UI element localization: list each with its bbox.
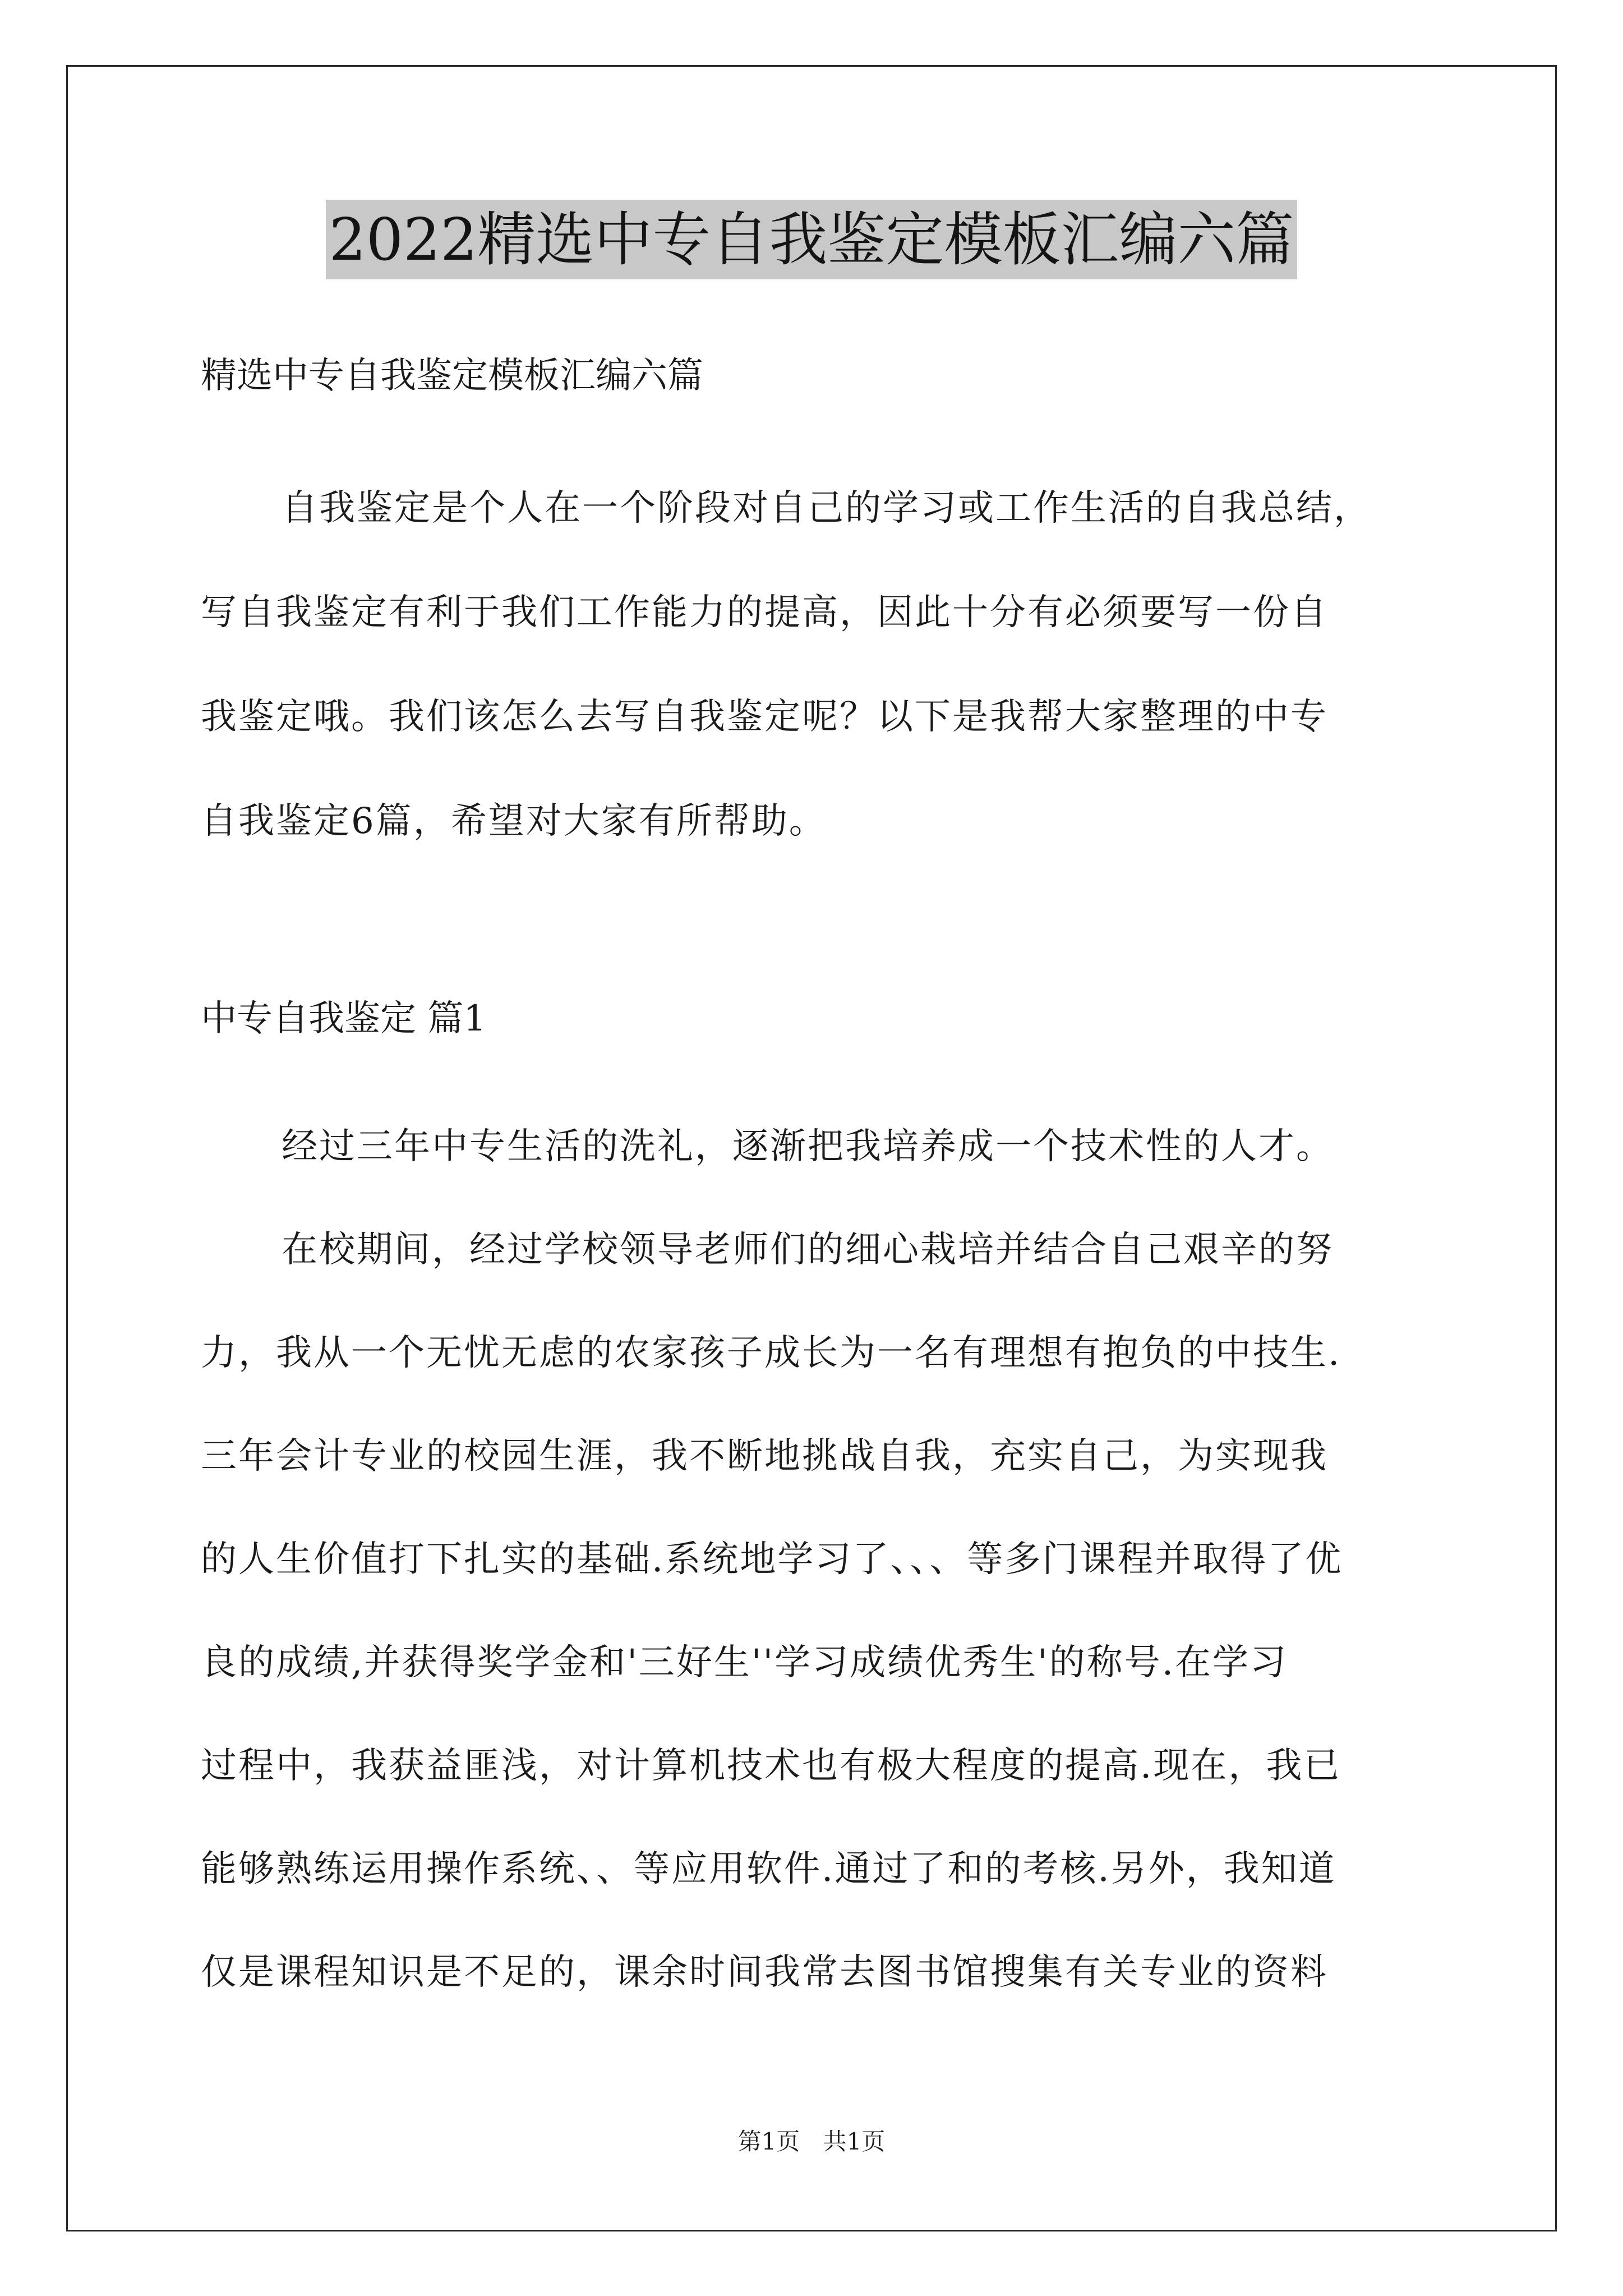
document-title: 2022精选中专自我鉴定模板汇编六篇	[326, 200, 1298, 279]
intro-line: 写自我鉴定有利于我们工作能力的提高，因此十分有必须要写一份自	[201, 592, 1328, 633]
intro-line: 自我鉴定6篇，希望对大家有所帮助。	[201, 800, 827, 842]
section-heading: 中专自我鉴定 篇1	[201, 998, 487, 1039]
section-line: 过程中，我获益匪浅，对计算机技术也有极大程度的提高.现在，我已	[201, 1745, 1341, 1787]
section-line: 在校期间，经过学校领导老师们的细心栽培并结合自己艰辛的努	[282, 1229, 1334, 1271]
section-line: 经过三年中专生活的洗礼，逐渐把我培养成一个技术性的人才。	[282, 1126, 1334, 1167]
section-line: 力，我从一个无忧无虑的农家孩子成长为一名有理想有抱负的中技生.	[201, 1332, 1341, 1374]
title-block	[0, 200, 1623, 279]
document-subtitle: 精选中专自我鉴定模板汇编六篇	[201, 355, 703, 397]
section-line: 三年会计专业的校园生涯，我不断地挑战自我，充实自己，为实现我	[201, 1435, 1328, 1477]
intro-line: 自我鉴定是个人在一个阶段对自己的学习或工作生活的自我总结，	[282, 487, 1371, 529]
intro-line: 我鉴定哦。我们该怎么去写自我鉴定呢？以下是我帮大家整理的中专	[201, 696, 1328, 738]
section-line: 能够熟练运用操作系统、、等应用软件.通过了和的考核.另外，我知道	[201, 1848, 1336, 1890]
section-line: 仅是课程知识是不足的，课余时间我常去图书馆搜集有关专业的资料	[201, 1952, 1328, 1993]
page-total: 共1页	[823, 2128, 886, 2155]
page-footer	[0, 2126, 1623, 2157]
page-number: 第1页	[737, 2128, 800, 2155]
section-line: 的人生价值打下扎实的基础.系统地学习了、、、等多门课程并取得了优	[201, 1539, 1343, 1580]
section-line: 良的成绩,并获得奖学金和'三好生''学习成绩优秀生'的称号.在学习	[201, 1642, 1288, 1683]
